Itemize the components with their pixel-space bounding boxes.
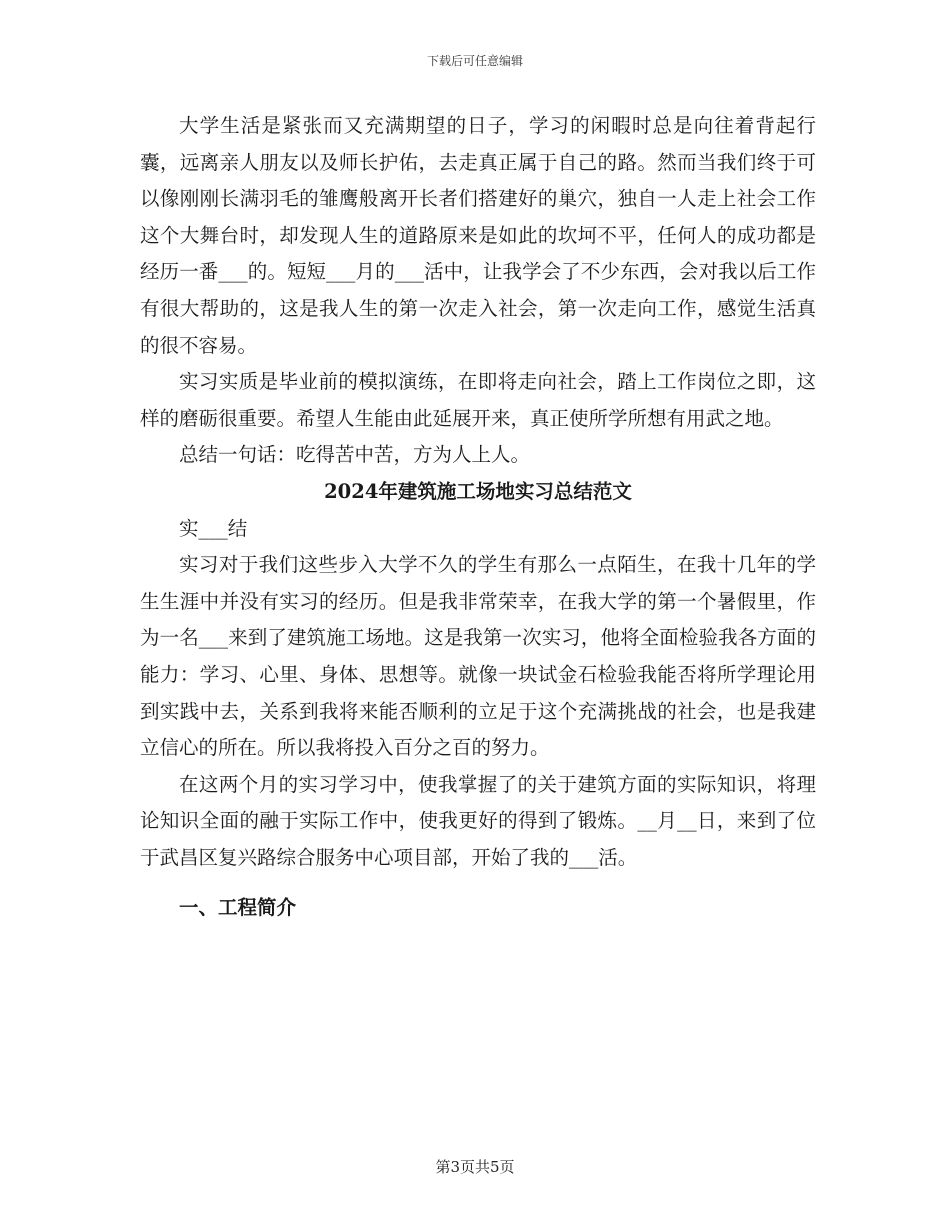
- paragraph-intro: 大学生活是紧张而又充满期望的日子，学习的闲暇时总是向往着背起行囊，远离亲人朋友以及师长护佑，去走真正属于自己的路。然而当我们终于可以像刚刚长满羽毛的雏鹰般离开长者们搭建好的巢穴，独自一人走上社会工作这个大舞台时，却发现人生的道路原来是如此的坎坷不平，任何人的成功都是经历一番___的。短短___月的___活中，让我学会了不少东西，会对我以后工作有很大帮助的，这是我人生的第一次走入社会，第一次走向工作，感觉生活真的很不容易。: [140, 114, 816, 357]
- document-body: [140, 108, 816, 927]
- paragraph-internship-intro: 实习对于我们这些步入大学不久的学生有那么一点陌生，在我十几年的学生生涯中并没有实习的经历。但是我非常荣幸，在我大学的第一个暑假里，作为一名___来到了建筑施工场地。这是我第一次实习，他将全面检验我各方面的能力：学习、心里、身体、思想等。就像一块试金石检验我能否将所学理论用到实践中去，关系到我将来能否顺利的立足于这个充满挑战的社会，也是我建立信心的所在。所以我将投入百分之百的努力。: [140, 553, 816, 760]
- document-title: 2024年建筑施工场地实习总结范文: [324, 479, 632, 503]
- paragraph-two-months: 在这两个月的实习学习中，使我掌握了的关于建筑方面的实际知识，将理论知识全面的融于实际工作中，使我更好的得到了锻炼。__月__日，来到了位于武昌区复兴路综合服务中心项目部，开始了我的___活。: [140, 772, 816, 869]
- paragraph-internship-essence: 实习实质是毕业前的模拟演练，在即将走向社会，踏上工作岗位之即，这样的磨砺很重要。希望人生能由此延展开来，真正使所学所想有用武之地。: [140, 370, 816, 430]
- page-number-footer: 第3页共5页: [435, 1158, 515, 1176]
- page-header-note: 下载后可任意编辑: [426, 54, 523, 68]
- section-heading-project-overview: 一、工程简介: [179, 896, 297, 920]
- paragraph-summary-sentence: 总结一句话：吃得苦中苦，方为人上人。: [179, 443, 531, 467]
- paragraph-subtitle: 实___结: [179, 516, 248, 540]
